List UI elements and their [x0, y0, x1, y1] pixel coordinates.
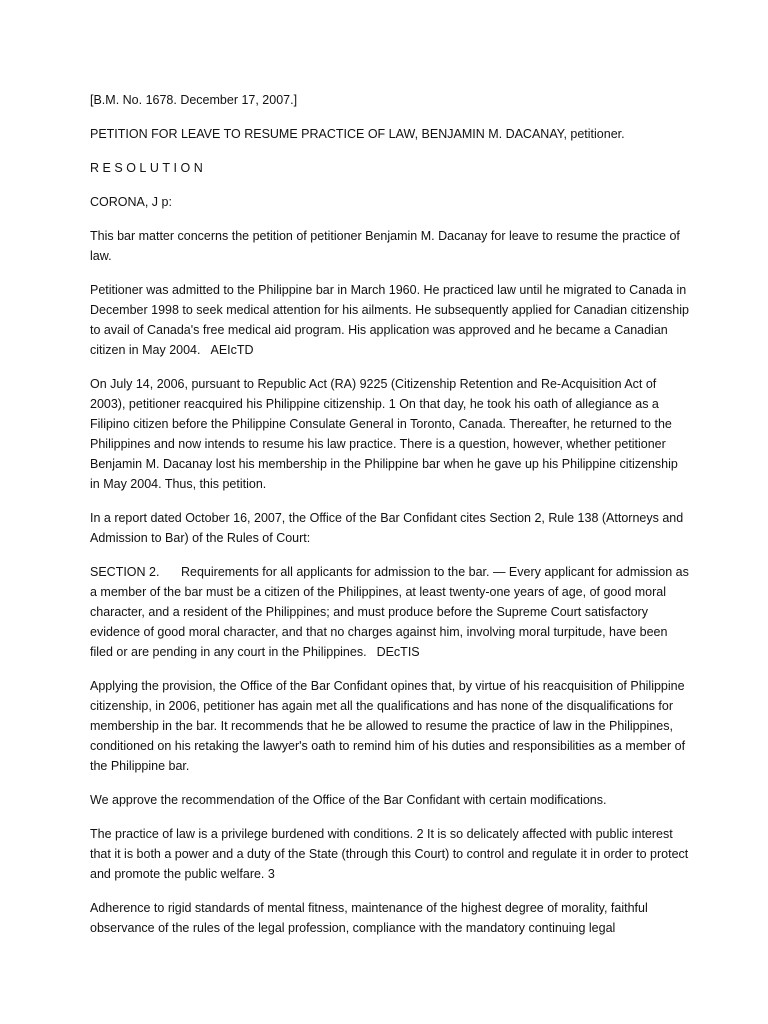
case-citation: [B.M. No. 1678. December 17, 2007.]: [90, 93, 298, 107]
quoted-section: [90, 562, 690, 662]
ponente-line: CORONA, J p:: [90, 195, 172, 209]
section-label: SECTION 2.: [90, 565, 160, 579]
section-tag: DEcTIS: [376, 645, 420, 659]
paragraph-4: In a report dated October 16, 2007, the Office of the Bar Confidant cites Section 2, Rule 138 (Attorneys and Admission to Bar) of the Rules of Court:: [90, 511, 684, 545]
paragraph-8: Adherence to rigid standards of mental fitness, maintenance of the highest degree of morality, faithful observance of the rules of the legal profession, compliance with the mandatory continuing legal: [90, 901, 648, 935]
paragraph-5: Applying the provision, the Office of the Bar Confidant opines that, by virtue of his reacquisition of Philippine citizenship, in 2006, petitioner has again met all the qualifications and has none of the disqualifications for membership in the bar. It recommends that he be allowed to resume the practice of law in the Philippines, conditioned on his retaking the lawyer's oath to remind him of his duties and responsibilities as a member of the Philippine bar.: [90, 679, 686, 773]
paragraph-1: This bar matter concerns the petition of petitioner Benjamin M. Dacanay for leave to resume the practice of law.: [90, 229, 680, 263]
paragraph-7: The practice of law is a privilege burdened with conditions. 2 It is so delicately affected with public interest that it is both a power and a duty of the State (through this Court) to control and regulate it in order to protect and promote the public welfare. 3: [90, 827, 689, 881]
paragraph-6: We approve the recommendation of the Office of the Bar Confidant with certain modifications.: [90, 793, 607, 807]
paragraph-2: [90, 280, 690, 360]
document-tag: AEIcTD: [210, 343, 254, 357]
case-title: PETITION FOR LEAVE TO RESUME PRACTICE OF LAW, BENJAMIN M. DACANAY, petitioner.: [90, 127, 625, 141]
paragraph-2-text: Petitioner was admitted to the Philippine bar in March 1960. He practiced law until he migrated to Canada in December 1998 to seek medical attention for his ailments. He subsequently applied for Canadian citizenship to avail of Canada's free medical aid program. His application was approved and he became a Canadian citizen in May 2004.: [90, 283, 689, 357]
resolution-heading: RESOLUTION: [90, 161, 207, 175]
document-page: [90, 90, 690, 952]
paragraph-3: On July 14, 2006, pursuant to Republic Act (RA) 9225 (Citizenship Retention and Re-Acquisition Act of 2003), petitioner reacquired his Philippine citizenship. 1 On that day, he took his oath of allegiance as a Filipino citizen before the Philippine Consulate General in Toronto, Canada. Thereafter, he returned to the Philippines and now intends to resume his law practice. There is a question, however, whether petitioner Benjamin M. Dacanay lost his membership in the Philippine bar when he gave up his Philippine citizenship in May 2004. Thus, this petition.: [90, 377, 678, 491]
section-text: Requirements for all applicants for admission to the bar. — Every applicant for admission as a member of the bar must be a citizen of the Philippines, at least twenty-one years of age, of good moral character, and a resident of the Philippines; and must produce before the Supreme Court satisfactory evidence of good moral character, and that no charges against him, involving moral turpitude, have been filed or are pending in any court in the Philippines.: [90, 565, 689, 659]
